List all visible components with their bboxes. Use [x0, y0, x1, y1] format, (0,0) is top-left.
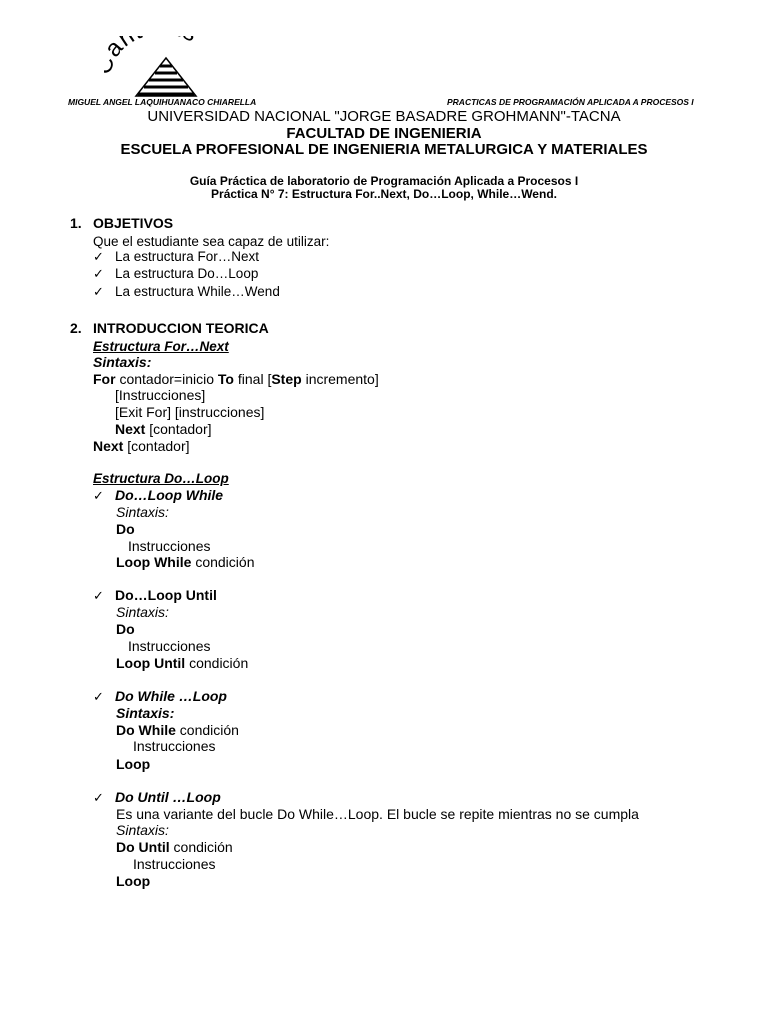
objective-item: ✓ La estructura While…Wend — [93, 284, 280, 299]
header-author: MIGUEL ANGEL LAQUIHUANACO CHIARELLA — [68, 97, 257, 107]
dowhile-loop-do: Do While condición — [116, 722, 239, 738]
section2-number: 2. — [70, 320, 82, 336]
dountil-loop-body: Instrucciones — [133, 856, 216, 872]
checkmark-icon: ✓ — [93, 689, 104, 704]
section1-intro: Que el estudiante sea capaz de utilizar: — [93, 234, 330, 249]
dountil-loop-syntax: Sintaxis: — [116, 822, 169, 838]
fornext-line4: Next [contador] — [115, 421, 212, 437]
doloop-until-end: Loop Until condición — [116, 655, 249, 671]
fornext-syntax-label: Sintaxis: — [93, 354, 152, 370]
dountil-loop-end: Loop — [116, 873, 151, 889]
checkmark-icon: ✓ — [93, 488, 104, 503]
doloop-until-heading: ✓ Do…Loop Until — [93, 587, 217, 603]
header-course: PRACTICAS DE PROGRAMACIÓN APLICADA A PROCESOS I — [447, 97, 694, 107]
section1-number: 1. — [70, 215, 82, 231]
fornext-line1: For contador=inicio To final [Step incremento] — [93, 371, 379, 387]
doloop-while-heading: ✓ Do…Loop While — [93, 487, 224, 503]
doloop-until-syntax: Sintaxis: — [116, 604, 169, 620]
school-title: ESCUELA PROFESIONAL DE INGENIERIA METALURGICA Y MATERIALES — [120, 141, 648, 158]
doloop-title: Estructura Do…Loop — [93, 471, 229, 486]
objective-item: ✓ La estructura Do…Loop — [93, 266, 259, 281]
faculty-title: FACULTAD DE INGENIERIA — [286, 125, 482, 142]
fornext-title: Estructura For…Next — [93, 339, 229, 354]
logo-text: n — [113, 36, 141, 53]
svg-text:Canteras — [104, 36, 202, 78]
doloop-while-do: Do — [116, 521, 135, 537]
dowhile-loop-body: Instrucciones — [133, 738, 216, 754]
checkmark-icon: ✓ — [93, 266, 104, 281]
checkmark-icon: ✓ — [93, 588, 104, 603]
dountil-loop-do: Do Until condición — [116, 839, 233, 855]
checkmark-icon: ✓ — [93, 790, 104, 805]
dountil-loop-heading: ✓ Do Until …Loop — [93, 789, 221, 805]
dowhile-loop-heading: ✓ Do While …Loop — [93, 688, 227, 704]
doloop-while-end: Loop While condición — [116, 554, 255, 570]
dowhile-loop-syntax: Sintaxis: — [116, 705, 175, 721]
fornext-line5: Next [contador] — [93, 438, 190, 454]
checkmark-icon: ✓ — [93, 284, 104, 299]
checkmark-icon: ✓ — [93, 249, 104, 264]
practice-title: Práctica N° 7: Estructura For..Next, Do…Loop, While…Wend. — [211, 187, 557, 201]
doloop-until-body: Instrucciones — [128, 638, 211, 654]
section1-heading: OBJETIVOS — [93, 215, 174, 231]
guide-title: Guía Práctica de laboratorio de Programación Aplicada a Procesos I — [189, 174, 579, 188]
dowhile-loop-end: Loop — [116, 756, 151, 772]
university-title: UNIVERSIDAD NACIONAL "JORGE BASADRE GROHMANN"-TACNA — [147, 108, 621, 125]
section2-heading: INTRODUCCION TEORICA — [93, 320, 269, 336]
fornext-line2: [Instrucciones] — [115, 387, 206, 403]
doloop-until-do: Do — [116, 621, 135, 637]
objective-item: ✓ La estructura For…Next — [93, 249, 260, 264]
dountil-loop-description: Es una variante del bucle Do While…Loop. El bucle se repite mientras no se cumpla — [116, 806, 639, 822]
canteras-logo — [104, 36, 224, 102]
fornext-line3: [Exit For] [instrucciones] — [115, 404, 265, 420]
doloop-while-body: Instrucciones — [128, 538, 211, 554]
doloop-while-syntax: Sintaxis: — [116, 504, 169, 520]
